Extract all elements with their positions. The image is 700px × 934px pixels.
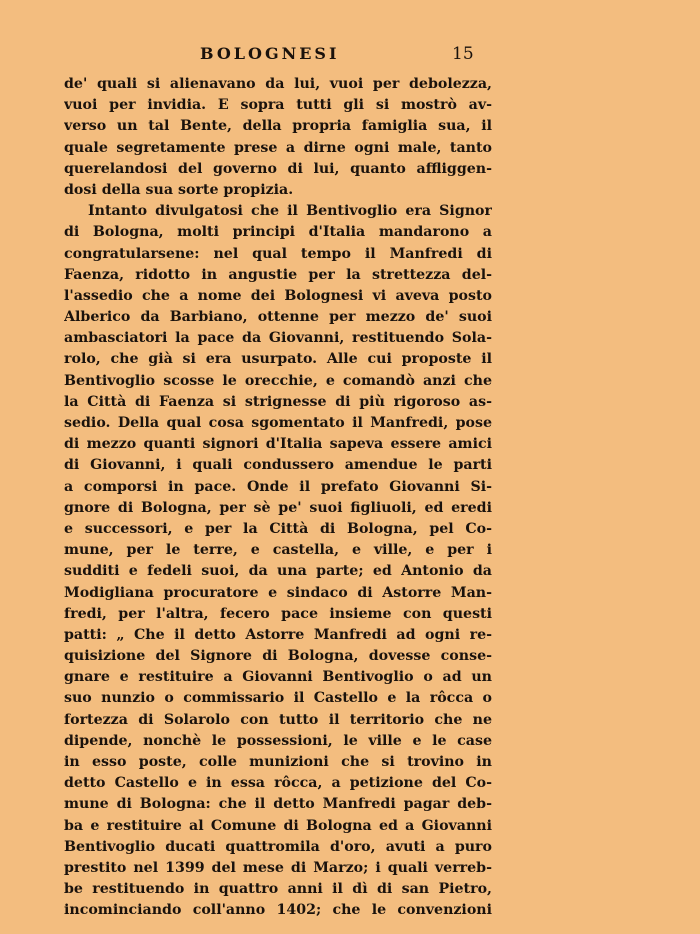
text-line: suo nunzio o commissario il Castello e la rôcca o bbox=[64, 690, 492, 707]
text-line: de' quali si alienavano da lui, vuoi per debolezza, bbox=[64, 76, 492, 92]
text-line: gnare e restituire a Giovanni Bentivoglio o ad un bbox=[64, 669, 492, 686]
text-line: fredi, per l'altra, fecero pace insieme con questi bbox=[64, 605, 492, 622]
text-line: mune, per le terre, e castella, e ville, e per i bbox=[64, 542, 492, 559]
text-line: Bentivoglio ducati quattromila d'oro, avuti a puro bbox=[64, 838, 492, 855]
text-line: sedio. Della qual cosa sgomentato il Manfredi, pose bbox=[64, 415, 492, 431]
text-line: l'assedio che a nome dei Bolognesi vi aveva posto bbox=[64, 287, 492, 304]
text-line: patti: „ Che il detto Astorre Manfredi ad ogni re- bbox=[64, 626, 492, 643]
text-line: Intanto divulgatosi che il Bentivoglio era Signor bbox=[88, 203, 492, 220]
text-line: Alberico da Barbiano, ottenne per mezzo de' suoi bbox=[64, 309, 492, 326]
text-line: di Giovanni, i quali condussero amendue le parti bbox=[64, 457, 492, 474]
text-line: la Città di Faenza si strignesse di più rigoroso as- bbox=[64, 393, 492, 410]
text-line: gnore di Bologna, per sè pe' suoi figliuoli, ed eredi bbox=[64, 499, 492, 516]
text-line: Bentivoglio scosse le orecchie, e comandò anzi che bbox=[64, 372, 492, 389]
text-line: dosi della sua sorte propizia. bbox=[64, 181, 294, 198]
text-line: ambasciatori la pace da Giovanni, restituendo Sola- bbox=[64, 330, 492, 347]
running-head bbox=[64, 44, 488, 66]
text-line: quale segretamente prese a dirne ogni male, tanto bbox=[64, 139, 492, 156]
text-line: incominciando coll'anno 1402; che le convenzioni bbox=[64, 902, 492, 919]
text-line: mune di Bologna: che il detto Manfredi pagar deb- bbox=[64, 796, 492, 813]
text-line: vuoi per invidia. E sopra tutti gli si mostrò av- bbox=[64, 97, 492, 114]
text-line: di mezzo quanti signori d'Italia sapeva essere amici bbox=[64, 436, 492, 453]
text-line: be restituendo in quattro anni il dì di san Pietro, bbox=[64, 881, 492, 898]
text-line: a comporsi in pace. Onde il prefato Giovanni Si- bbox=[64, 478, 492, 495]
text-line: prestito nel 1399 del mese di Marzo; i quali verreb- bbox=[64, 859, 492, 876]
text-line: verso un tal Bente, della propria famiglia sua, il bbox=[64, 118, 492, 135]
page-number: 15 bbox=[452, 44, 474, 64]
text-line: di Bologna, molti principi d'Italia mandarono a bbox=[64, 224, 492, 241]
text-line: ba e restituire al Comune di Bologna ed a Giovanni bbox=[64, 817, 492, 834]
text-line: sudditi e fedeli suoi, da una parte; ed Antonio da bbox=[64, 563, 492, 580]
body-text bbox=[64, 74, 492, 922]
running-title: BOLOGNESI bbox=[200, 44, 340, 63]
text-line: Faenza, ridotto in angustie per la strettezza del- bbox=[64, 266, 492, 283]
text-line: Modigliana procuratore e sindaco di Astorre Man- bbox=[64, 584, 492, 601]
text-line: e successori, e per la Città di Bologna, pel Co- bbox=[64, 520, 492, 537]
text-line: congratularsene: nel qual tempo il Manfredi di bbox=[64, 245, 492, 262]
text-line: quisizione del Signore di Bologna, dovesse conse- bbox=[64, 648, 492, 665]
text-line: dipende, nonchè le possessioni, le ville e le case bbox=[64, 732, 492, 749]
text-line: in esso poste, colle munizioni che si trovino in bbox=[64, 754, 492, 770]
text-line: fortezza di Solarolo con tutto il territorio che ne bbox=[64, 711, 492, 728]
text-line: detto Castello e in essa rôcca, a petizione del Co- bbox=[64, 775, 492, 792]
text-line: querelandosi del governo di lui, quanto affliggen- bbox=[64, 160, 492, 177]
text-line: rolo, che già si era usurpato. Alle cui proposte il bbox=[64, 351, 492, 368]
